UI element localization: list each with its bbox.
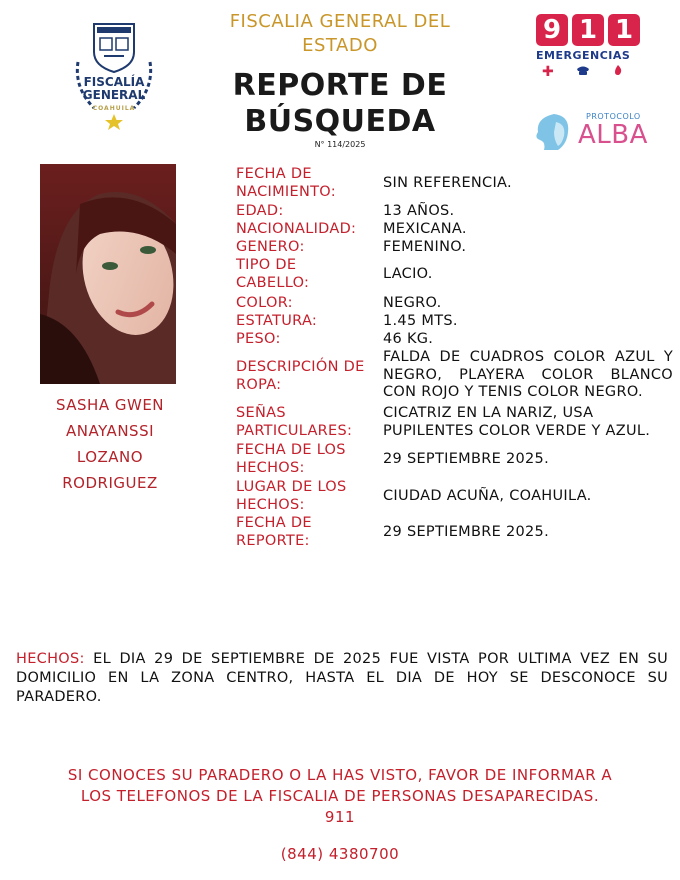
alba-label: ALBA xyxy=(578,120,648,150)
field-label-nationality: NACIONALIDAD: xyxy=(236,221,357,237)
field-value-age: 13 AÑOS. xyxy=(383,203,455,219)
field-value-color: NEGRO. xyxy=(383,295,442,311)
hechos-paragraph xyxy=(16,650,668,707)
report-title xyxy=(200,68,480,140)
name-line3: LOZANO xyxy=(76,448,144,466)
seal-label-line3: COAHUILA xyxy=(92,105,136,112)
cta-line1: SI CONOCES SU PARADERO O LA HAS VISTO, FAVOR DE INFORMAR A xyxy=(67,766,613,784)
seal-label-line2: GENERAL xyxy=(82,88,146,102)
title-line1: REPORTE DE xyxy=(232,68,448,103)
field-value-clothing: FALDA DE CUADROS COLOR AZUL Y NEGRO, PLAYERA COLOR BLANCO CON ROJO Y TENIS COLOR NEGRO. xyxy=(383,349,673,400)
field-label-height: ESTATURA: xyxy=(236,313,318,329)
field-label-birthdate: FECHA DE NACIMIENTO: xyxy=(236,166,336,200)
protocolo-alba-logo xyxy=(532,108,662,156)
field-label-age: EDAD: xyxy=(236,203,284,219)
seal-label-line1: FISCALÍA xyxy=(83,75,145,89)
field-value-height: 1.45 MTS. xyxy=(383,313,458,329)
field-label-hair-type: TIPO DE CABELLO: xyxy=(236,257,310,291)
agency-line1: FISCALIA GENERAL DEL xyxy=(229,11,451,32)
call-to-action xyxy=(20,765,660,828)
name-line1: SASHA GWEN xyxy=(55,396,165,414)
911-digits xyxy=(536,14,646,46)
field-value-weight: 46 KG. xyxy=(383,331,434,347)
police-icon xyxy=(576,64,590,80)
agency-name xyxy=(200,10,480,58)
alba-head-icon xyxy=(532,110,572,154)
field-value-gender: FEMENINO. xyxy=(383,239,467,255)
name-line2: ANAYANSSI xyxy=(65,422,155,440)
field-label-event-place: LUGAR DE LOS HECHOS: xyxy=(236,479,347,513)
digit-1: 1 xyxy=(572,14,604,46)
emergency-911-logo xyxy=(536,14,646,80)
field-label-event-date: FECHA DE LOS HECHOS: xyxy=(236,442,346,476)
seal-label xyxy=(64,76,164,115)
person-name xyxy=(20,392,200,496)
field-label-report-date: FECHA DE REPORTE: xyxy=(236,515,312,549)
fiscalia-seal-logo xyxy=(64,18,164,130)
alba-protocolo-label: PROTOCOLO xyxy=(586,112,641,121)
name-line4: RODRIGUEZ xyxy=(62,474,158,492)
agency-line2: ESTADO xyxy=(302,35,378,56)
report-number: N° 114/2025 xyxy=(314,140,366,149)
field-value-event-place: CIUDAD ACUÑA, COAHUILA. xyxy=(383,488,592,504)
field-value-nationality: MEXICANA. xyxy=(383,221,467,237)
contact-phone: (844) 4380700 xyxy=(280,845,400,863)
cta-911: 911 xyxy=(324,808,356,826)
hechos-label: HECHOS: xyxy=(16,651,85,667)
field-label-distinguishing-marks: SEÑAS PARTICULARES: xyxy=(236,405,353,439)
field-value-hair-type: LACIO. xyxy=(383,266,433,282)
digit-1b: 1 xyxy=(608,14,640,46)
cta-line2: LOS TELEFONOS DE LA FISCALIA DE PERSONAS DESAPARECIDAS. xyxy=(80,787,600,805)
field-label-gender: GENERO: xyxy=(236,239,305,255)
missing-person-photo xyxy=(40,164,176,384)
field-label-weight: PESO: xyxy=(236,331,281,347)
field-value-report-date: 29 SEPTIEMBRE 2025. xyxy=(383,524,549,540)
hechos-text: EL DIA 29 DE SEPTIEMBRE DE 2025 FUE VISTA POR ULTIMA VEZ EN SU DOMICILIO EN LA ZONA CENTRO, HASTA EL DIA DE HOY SE DESCONOCE SU PARADERO. xyxy=(16,651,668,705)
emergencias-label: EMERGENCIAS xyxy=(536,49,631,62)
field-value-event-date: 29 SEPTIEMBRE 2025. xyxy=(383,451,549,467)
digit-9: 9 xyxy=(536,14,568,46)
field-label-color: COLOR: xyxy=(236,295,293,311)
field-value-birthdate: SIN REFERENCIA. xyxy=(383,175,512,191)
medical-cross-icon: ✚ xyxy=(542,64,554,80)
field-value-distinguishing-marks: CICATRIZ EN LA NARIZ, USA PUPILENTES COLOR VERDE Y AZUL. xyxy=(383,405,651,439)
title-line2: BÚSQUEDA xyxy=(244,104,436,139)
emergency-icons xyxy=(536,64,646,80)
field-label-clothing: DESCRIPCIÓN DE ROPA: xyxy=(236,359,365,393)
fire-icon xyxy=(612,64,624,80)
